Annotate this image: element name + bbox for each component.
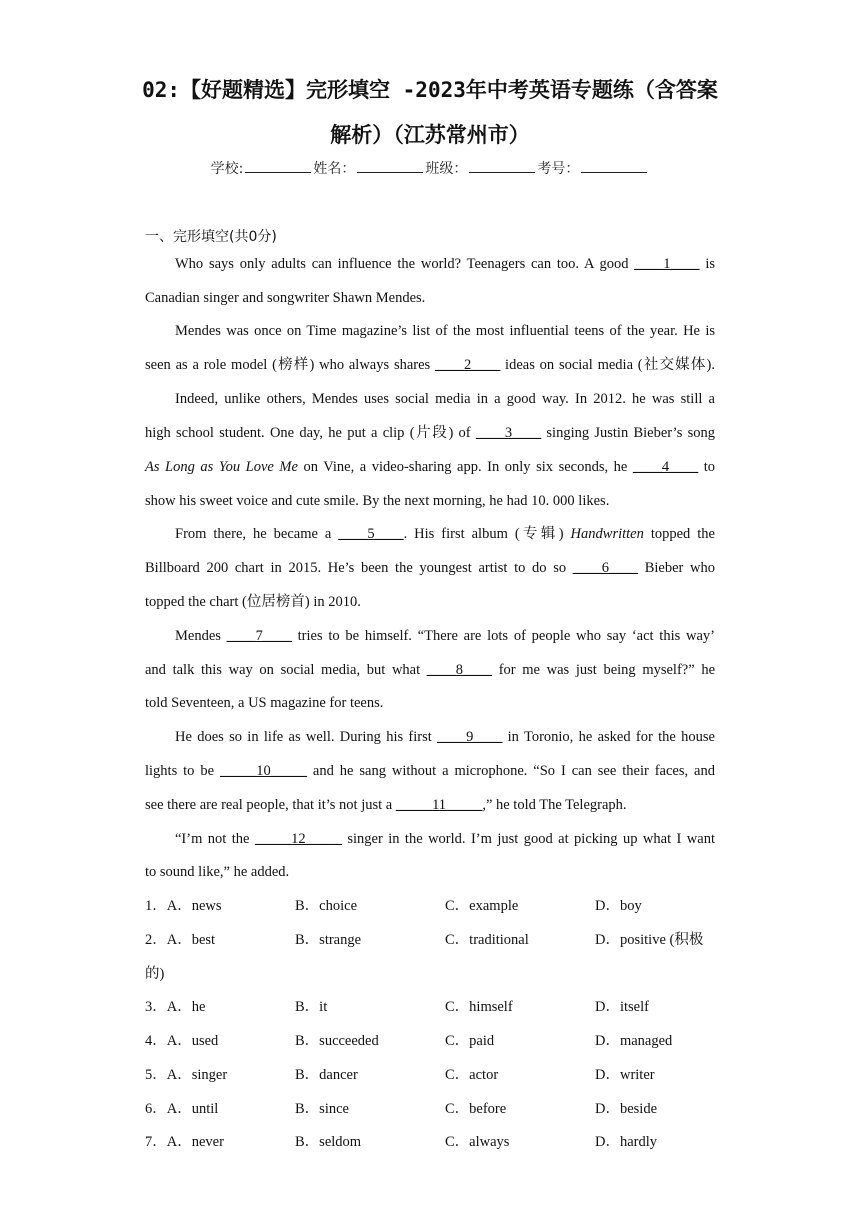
section-heading: 一、完形填空(共0分) <box>145 229 277 245</box>
option-b: B．strange <box>295 932 362 948</box>
name-blank <box>357 158 423 173</box>
blank-7: ____7____ <box>226 628 292 644</box>
passage-text: ideas on social media (社交媒体). <box>500 357 715 373</box>
blank-10: _____10_____ <box>219 763 307 779</box>
blank-8: ____8____ <box>426 662 493 678</box>
option-d-continued: 的) <box>145 966 165 982</box>
blank-12: _____12_____ <box>254 831 342 847</box>
passage-text: Canadian singer and songwriter Shawn Mendes. <box>145 290 426 306</box>
passage-text: ,” he told The Telegraph. <box>482 797 627 813</box>
option-d: D．itself <box>595 999 649 1015</box>
passage-line <box>145 795 715 815</box>
blank-3: ____3____ <box>475 425 542 441</box>
passage-line <box>145 457 715 477</box>
passage-text: singing Justin Bieber’s song <box>541 425 715 441</box>
passage-line <box>145 423 715 443</box>
passage-text: . His first album (专辑) <box>403 526 571 542</box>
option-d: D．writer <box>595 1067 655 1083</box>
option-d: D．beside <box>595 1101 658 1117</box>
passage-line <box>145 829 715 849</box>
passage-text: for me was just being myself?” he <box>492 662 715 678</box>
passage-text: From there, he became a <box>175 526 339 542</box>
blank-5: ____5____ <box>338 526 404 542</box>
passage-text: lights to be <box>145 763 220 779</box>
passage-line <box>145 558 715 578</box>
passage-line <box>145 355 715 375</box>
option-row-3 <box>145 997 715 1017</box>
option-a: 6．A．until <box>145 1101 219 1117</box>
passage-text: Who says only adults can influence the world? Teenagers can too. A good <box>175 256 635 272</box>
option-row-6 <box>145 1099 715 1119</box>
option-a: 2．A．best <box>145 932 216 948</box>
passage-line <box>145 761 715 781</box>
option-d: D．managed <box>595 1033 673 1049</box>
option-b: B．it <box>295 999 328 1015</box>
passage-line <box>145 727 715 747</box>
school-blank <box>245 158 311 173</box>
blank-9: ____9____ <box>437 729 503 745</box>
option-row-4 <box>145 1031 715 1051</box>
passage-text: seen as a role model (榜样) who always shares <box>145 357 435 373</box>
option-a: 7．A．never <box>145 1134 224 1150</box>
blank-4: ____4____ <box>632 459 699 475</box>
class-blank <box>469 158 535 173</box>
passage-text: singer in the world. I’m just good at picking up what I want <box>341 831 715 847</box>
passage-text: to <box>698 459 716 475</box>
passage-text: Billboard 200 chart in 2015. He’s been the youngest artist to do so <box>145 560 573 576</box>
passage-text: show his sweet voice and cute smile. By the next morning, he had 10. 000 likes. <box>145 493 610 509</box>
passage-line <box>145 288 715 308</box>
option-b: B．choice <box>295 898 358 914</box>
passage-line <box>145 693 715 713</box>
passage-text: topped the chart (位居榜首) in 2010. <box>145 594 361 610</box>
passage-line <box>145 389 715 409</box>
passage-line <box>145 660 715 680</box>
passage-line <box>145 592 715 612</box>
passage-line <box>145 254 715 274</box>
passage-text: high school student. One day, he put a clip (片段) of <box>145 425 476 441</box>
passage-text: and he sang without a microphone. “So I can see their faces, and <box>306 763 715 779</box>
passage-line <box>145 862 715 882</box>
option-d: D．positive (积极 <box>595 932 704 948</box>
passage-text: and talk this way on social media, but what <box>145 662 427 678</box>
blank-11: _____11_____ <box>395 797 483 813</box>
passage-text: to sound like,” he added. <box>145 864 290 880</box>
option-row-5 <box>145 1065 715 1085</box>
exam-number-blank <box>581 158 647 173</box>
passage-text: topped the <box>643 526 715 542</box>
student-info-line <box>0 158 860 178</box>
option-d: D．hardly <box>595 1134 658 1150</box>
option-row-1 <box>145 896 715 916</box>
class-label: 班级： <box>425 161 468 177</box>
option-c: C．example <box>445 898 519 914</box>
school-label: 学校: <box>210 161 244 177</box>
passage-text: tries to be himself. “There are lots of people who say ‘act this way’ <box>291 628 715 644</box>
option-row-2 <box>145 930 715 950</box>
passage-text: Bieber who <box>638 560 716 576</box>
blank-2: ____2____ <box>434 357 501 373</box>
option-c: C．actor <box>445 1067 499 1083</box>
option-d: D．boy <box>595 898 642 914</box>
option-a: 4．A．used <box>145 1033 219 1049</box>
passage-text: He does so in life as well. During his first <box>175 729 438 745</box>
passage-text: is <box>699 256 716 272</box>
option-b: B．seldom <box>295 1134 362 1150</box>
option-c: C．always <box>445 1134 510 1150</box>
passage-text: see there are real people, that it’s not just a <box>145 797 396 813</box>
option-c: C．before <box>445 1101 507 1117</box>
option-row-7 <box>145 1132 715 1152</box>
option-a: 3．A．he <box>145 999 206 1015</box>
blank-6: ____6____ <box>572 560 639 576</box>
blank-1: ____1____ <box>634 256 700 272</box>
option-b: B．dancer <box>295 1067 358 1083</box>
passage-line <box>145 491 715 511</box>
passage-line <box>145 626 715 646</box>
option-b: B．since <box>295 1101 349 1117</box>
passage-text: told Seventeen, a US magazine for teens. <box>145 695 384 711</box>
option-a: 1．A．news <box>145 898 222 914</box>
option-b: B．succeeded <box>295 1033 379 1049</box>
passage-text: Mendes was once on Time magazine’s list of the most influential teens of the year. He is <box>175 323 715 339</box>
document-title-line-1: 02:【好题精选】完形填空 -2023年中考英语专题练（含答案 <box>142 78 718 102</box>
exam-number-label: 考号： <box>537 161 580 177</box>
passage-text: in Toronio, he asked for the house <box>502 729 715 745</box>
option-c: C．paid <box>445 1033 495 1049</box>
option-a: 5．A．singer <box>145 1067 228 1083</box>
passage-line <box>145 321 715 341</box>
option-c: C．himself <box>445 999 513 1015</box>
passage-text: Indeed, unlike others, Mendes uses social media in a good way. In 2012. he was still a <box>175 391 715 407</box>
name-label: 姓名： <box>313 161 356 177</box>
document-title-line-2: 解析）（江苏常州市） <box>330 123 530 147</box>
option-c: C．traditional <box>445 932 529 948</box>
option-row-2-continued <box>145 964 715 984</box>
album-title: Handwritten <box>570 526 644 542</box>
passage-text: on Vine, a video-sharing app. In only six seconds, he <box>297 459 633 475</box>
song-title: As Long as You Love Me <box>145 459 298 475</box>
passage-text: “I’m not the <box>175 831 255 847</box>
passage-line <box>145 524 715 544</box>
passage-text: Mendes <box>175 628 227 644</box>
